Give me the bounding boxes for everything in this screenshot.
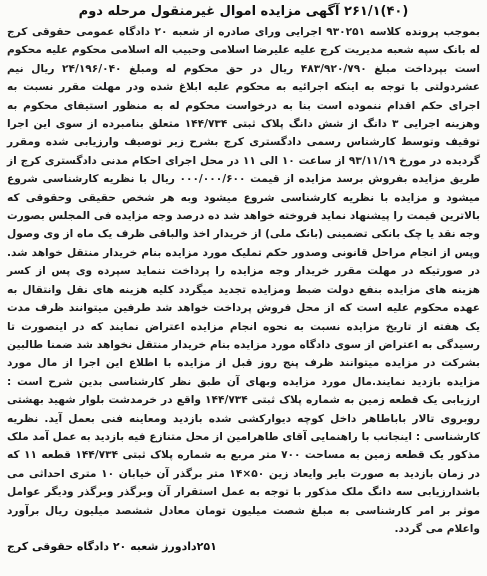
notice-title: (۴۰)۲۶۱/۱ آگهی مزایده اموال غیرمنقول مرحله دوم (78, 4, 409, 19)
notice-body: بموجب پرونده کلاسه ۹۳۰۲۵۱ اجرایی ورای صادره از شعبه ۲۰ دادگاه عمومی حقوقی کرج له بانک سپه شعبه مدیریت کرج علیه علیرضا اسلامی وحبیب اله اسلامی محکوم علیه محکوم است بپرداخت مبلغ ۴۸۳/۹۲۰/۷۹۰ ریال در حق محکوم له ومبلغ ۲۴/۱۹۶/۰۴۰ ریال نیم عشردولتی با توجه به اینکه اجرائیه به محکوم علیه ابلاغ شده ودر مهلت مقرر نسبت به اجرای حکم اقدام ننموده است بنا به درخواست محکوم له به منظور استیفای محکوم به وهزینه اجرایی ۳ دانگ از شش دانگ پلاک ثبتی ۱۴۴/۷۳۴ متعلق بنامبرده از سوی این اجرا توقیف وتوسط کارشناس رسمی دادگستری کرج بشرح زیر توصیف وارزیابی شده ومقرر گردیده در مورخ ۹۳/۱۱/۱۹ از ساعت ۱۰ الی ۱۱ در محل اجرای احکام مدنی دادگستری کرج از طریق مزایده بفروش برسد مزایده از قیمت ۰۰۰/۰۰۰/۶۰۰ ریال با نظریه کارشناسی شروع میشود و مزایده با نظریه کارشناسی شروع میشود وبه هر شخص حقیقی وحقوقی که بالاترین قیمت را پیشنهاد نماید فروخته خواهد شد ده درصد وجه مزایده فی المجلس بصورت وجه نقد یا چک بانکی تضمینی (بانک ملی) از خریدار اخذ والباقی ظرف یک ماه از وی وصول وپس از انجام مراحل قانونی وصدور حکم تملیک مورد مزایده بنام خریدار منتقل خواهد شد. در صورتیکه در مهلت مقرر خریدار وجه مزایده را پرداخت ننماید سپرده وی پس از کسر هزینه های مزایده بنفع دولت ضبط ومزایده تجدید میگردد کلیه هزینه های نقل وانتقال به عهده محکوم علیه است که از محل فروش پرداخت خواهد شد طرفین میتوانند ظرف مدت یک هفته از تاریخ مزایده نسبت به نحوه انجام مزایده اعتراض نمایند که در اینصورت تا رسیدگی به اعتراض از سوی دادگاه مورد مزایده بنام خریدار منتقل نخواهد شد ضمنا طالبین بشرکت در مزایده میتوانند ظرف پنج روز قبل از مزایده با اطلاع این اجرا از مال مورد مزایده بازدید نمایند.مال مورد مزایده وبهای آن طبق نظر کارشناسی بدین شرح است : ارزیابی یک قطعه زمین به شماره پلاک ثبتی ۱۴۴/۷۳۴ واقع در خرمدشت بلوار شهید بهشتی روبروی تالار باباطاهر داخل کوچه دیوارکشی شده بازدید ومعاینه فنی بعمل آید. نظریه کارشناسی : اینجانب با راهنمایی آقای طاهرامین از محل متنازع فیه بازدید به عمل آمد ملک مذکور یک قطعه زمین به مساحت ۷۰۰ متر مربع به شماره پلاک ثبتی ۱۴۴/۷۳۴ قطعه ۱۱ که در زمان بازدید به صورت بایر وایعاد زین ۵۰×۱۴ متر برگذر آن خیابان ۱۰ متری احداثی می باشدارزیابی سه دانگ ملک مذکور با توجه به عمل استقرار آن وبرگذر وبرگذر ودیگر عوامل موثر بر امر کارشناسی به مبلغ شصت میلیون تومان معادل ششصد میلیون ریال برآورد واعلام می گردد. (7, 26, 481, 535)
notice-signature: ۲۵۱دادورز شعبه ۲۰ دادگاه حقوقی کرج (7, 540, 217, 554)
